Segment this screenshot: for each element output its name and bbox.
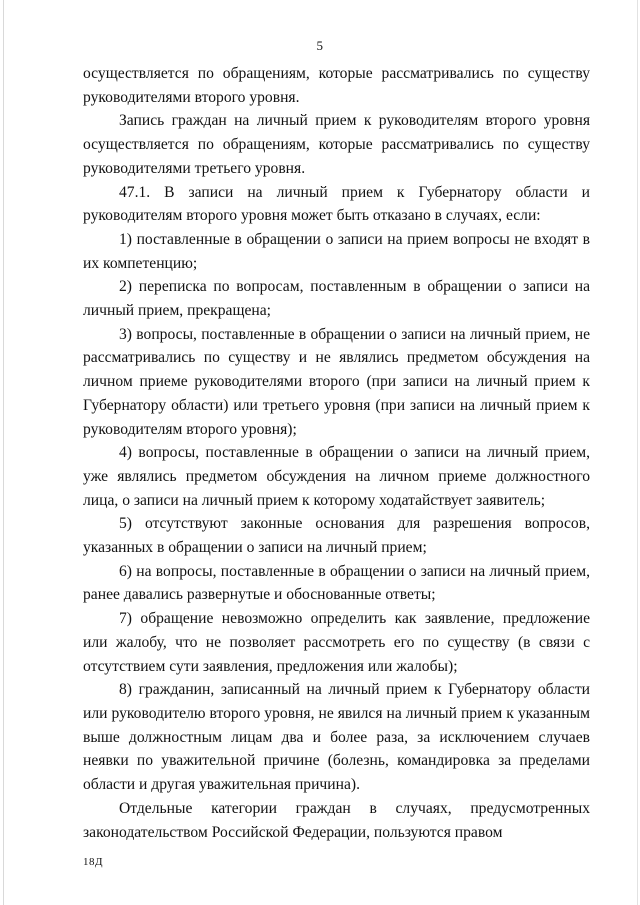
list-item-5: 5) отсутствуют законные основания для разрешения вопросов, указанных в обращении о записи на личный прием; <box>83 515 590 557</box>
footer-document-code: 18Д <box>83 856 104 868</box>
list-item-4: 4) вопросы, поставленные в обращении о записи на личный прием, уже являлись предметом обсуждения на личном приеме должностного лица, о записи на личный прием к которому ходатайствует заявитель; <box>83 444 590 509</box>
list-item-2: 2) переписка по вопросам, поставленным в обращении о записи на личный прием, прекращена; <box>83 278 590 320</box>
page-edge-left <box>3 0 4 905</box>
page-number: 5 <box>316 38 324 53</box>
page-edge-right <box>637 0 638 905</box>
list-item-3: 3) вопросы, поставленные в обращении о записи на личный прием, не рассматривались по существу и не являлись предметом обсуждения на личном приеме руководителями второго (при записи на личный прием к Губернатору области) или третьего уровня (при записи на личный прием к руководителям второго уровня); <box>83 325 590 438</box>
list-item-8: 8) гражданин, записанный на личный прием к Губернатору области или руководителю второго уровня, не явился на личный прием к указанным выше должностным лицам два и более раза, за исключением случаев неявки по уважительной причине (болезнь, командировка за пределами области и другая уважительная причина). <box>83 681 590 794</box>
list-item-7: 7) обращение невозможно определить как заявление, предложение или жалобу, что не позволяет рассмотреть его по существу (в связи с отсутствием сути заявления, предложения или жалобы); <box>83 610 590 675</box>
list-item-1: 1) поставленные в обращении о записи на прием вопросы не входят в их компетенцию; <box>83 230 590 272</box>
list-item-6: 6) на вопросы, поставленные в обращении о записи на личный прием, ранее давались развернутые и обоснованные ответы; <box>83 562 590 604</box>
document-body <box>83 62 590 844</box>
paragraph-continuation: осуществляется по обращениям, которые рассматривались по существу руководителями второго уровня. <box>83 65 590 106</box>
paragraph-second-level-reception: Запись граждан на личный прием к руководителям второго уровня осуществляется по обращениям, которые рассматривались по существу руководителями третьего уровня. <box>83 112 590 177</box>
paragraph-clause-47-1: 47.1. В записи на личный прием к Губернатору области и руководителям второго уровня может быть отказано в случаях, если: <box>83 183 590 225</box>
paragraph-citizen-categories: Отдельные категории граждан в случаях, предусмотренных законодательством Российской Федерации, пользуются правом <box>83 799 590 841</box>
